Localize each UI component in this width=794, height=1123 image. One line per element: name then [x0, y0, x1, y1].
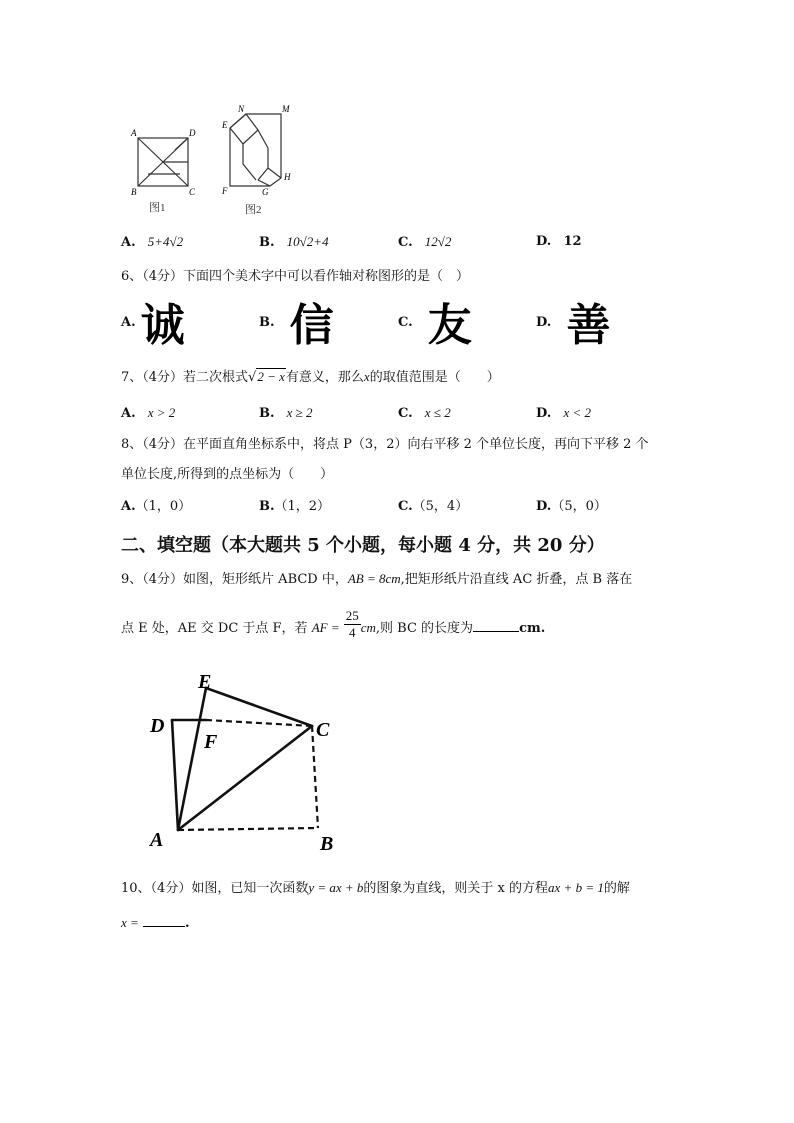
q9-point-c: C [316, 719, 330, 741]
q9-af: AF = [311, 620, 340, 635]
q5-option-c [398, 233, 451, 252]
q8-stem-line2: 单位长度,所得到的点坐标为（ ） [121, 467, 334, 482]
q10-text-b: 的图象为直线，则关于 x 的方程 [363, 881, 549, 896]
q9-fraction [344, 608, 361, 641]
option-text: 10√2+4 [286, 234, 329, 249]
option-text: x ≤ 2 [424, 405, 451, 420]
q7-option-b [259, 404, 313, 423]
q7-option-a [121, 404, 175, 423]
q10-x: x = [121, 915, 139, 930]
q9-frac-den: 4 [349, 625, 356, 640]
option-letter: A. [121, 315, 136, 330]
option-text: （1，0） [135, 499, 192, 514]
q6-option-d [536, 302, 610, 350]
figure-2 [230, 114, 281, 186]
fig1-point-d: D [189, 128, 196, 138]
q7-stem-c: 的取值范围是（ ） [369, 370, 500, 385]
fig2-point-g: G [262, 187, 269, 197]
q10-answer-blank[interactable] [143, 914, 185, 927]
q5-option-a [121, 233, 183, 252]
q10-text-a: 10、（4分）如图，已知一次函数 [121, 881, 309, 896]
q6-option-a [121, 302, 185, 350]
q7-option-d [536, 404, 591, 423]
q7-radicand: 2 − x [257, 369, 285, 384]
q9-point-a: A [150, 829, 164, 851]
fig1-point-b: B [131, 187, 137, 197]
q9-frac-num: 25 [345, 608, 359, 623]
fig1-caption: 图1 [149, 202, 166, 214]
figure-1-2 [118, 98, 308, 220]
q10-func: y = ax + b [308, 880, 364, 895]
option-letter: A. [121, 406, 136, 421]
q8-option-c [398, 498, 468, 516]
q6-option-c [398, 302, 472, 350]
option-letter: A. [121, 235, 136, 250]
q9-stem-line2 [121, 608, 545, 641]
q9-stem-line1 [121, 570, 632, 589]
option-text: 12√2 [424, 234, 452, 249]
option-text: x ≥ 2 [286, 405, 313, 420]
q10-eq: ax + b = 1 [548, 880, 604, 895]
q9-text-a: 9、（4分）如图，矩形纸片 ABCD 中， [121, 572, 348, 587]
q9-unit-end: cm. [519, 621, 546, 636]
q7-stem-a: 7、（4分）若二次根式 [121, 370, 249, 385]
q7-option-c [398, 404, 451, 423]
q9-text-b: ,把矩形纸片沿直线 AC 折叠，点 B 落在 [400, 572, 633, 587]
q8-option-d [536, 498, 607, 516]
art-char: 信 [289, 300, 334, 351]
art-char: 善 [566, 300, 611, 351]
option-letter: B. [259, 499, 275, 514]
q6-option-b [259, 302, 334, 350]
option-text: 5+4√2 [147, 234, 184, 249]
option-letter: D. [536, 406, 552, 421]
q8-option-a [121, 498, 191, 516]
option-letter: C. [398, 235, 413, 250]
q9-point-d: D [150, 715, 165, 737]
option-letter: D. [536, 499, 552, 514]
q8-option-b [259, 498, 330, 516]
option-letter: C. [398, 406, 413, 421]
option-letter: D. [536, 315, 552, 330]
q9-text-d: ,则 BC 的长度为 [375, 621, 474, 636]
q9-unit: cm [360, 620, 376, 635]
fig2-point-f: F [222, 186, 228, 196]
q6-stem: 6、（4分）下面四个美术字中可以看作轴对称图形的是（ ） [121, 269, 470, 284]
q7-stem-b: 有意义，那么 [285, 370, 364, 385]
option-text: （5，0） [551, 499, 607, 514]
fig2-point-m: M [282, 104, 290, 114]
fig2-point-e: E [222, 120, 228, 130]
q9-point-f: F [204, 731, 218, 753]
art-char: 诚 [140, 300, 185, 351]
q10-stem-line1 [121, 879, 630, 898]
q9-point-e: E [198, 671, 212, 693]
q9-point-b: B [320, 833, 334, 855]
option-letter: D. [536, 234, 552, 249]
q10-stem-line2 [121, 914, 189, 933]
fig1-point-a: A [131, 128, 137, 138]
fig2-caption: 图2 [245, 204, 262, 216]
option-letter: B. [259, 235, 275, 250]
option-letter: A. [121, 499, 136, 514]
option-letter: C. [398, 499, 413, 514]
q9-answer-blank[interactable] [473, 619, 519, 632]
q9-text-c: 点 E 处，AE 交 DC 于点 F，若 [121, 621, 308, 636]
q9-ab: AB = 8cm [347, 571, 401, 586]
option-text: （1，2） [274, 499, 331, 514]
fig1-point-c: C [189, 187, 196, 197]
option-letter: B. [259, 406, 275, 421]
option-text: 12 [563, 234, 582, 249]
option-text: x < 2 [563, 405, 592, 420]
q10-period: . [184, 916, 190, 931]
fig2-point-h: H [284, 172, 291, 182]
q5-option-b [259, 233, 329, 252]
q7-stem [121, 368, 500, 387]
q8-stem-line1: 8、（4分）在平面直角坐标系中，将点 P（3，2）向右平移 2 个单位长度，再向下平移 2 个 [121, 437, 649, 452]
q10-text-c: 的解 [603, 881, 630, 896]
q7-var: x [363, 369, 370, 384]
q9-diagram [140, 668, 350, 858]
fig2-point-n: N [238, 104, 245, 114]
option-letter: C. [398, 315, 413, 330]
option-letter: B. [259, 315, 275, 330]
option-text: （5，4） [412, 499, 469, 514]
section-heading-fill-in: 二、填空题（本大题共 5 个小题，每小题 4 分，共 20 分） [121, 535, 605, 556]
art-char: 友 [427, 300, 472, 351]
q7-radical: √2 − x [248, 369, 285, 385]
figure-1 [138, 138, 188, 186]
q5-option-d [536, 233, 582, 251]
option-text: x > 2 [147, 405, 176, 420]
